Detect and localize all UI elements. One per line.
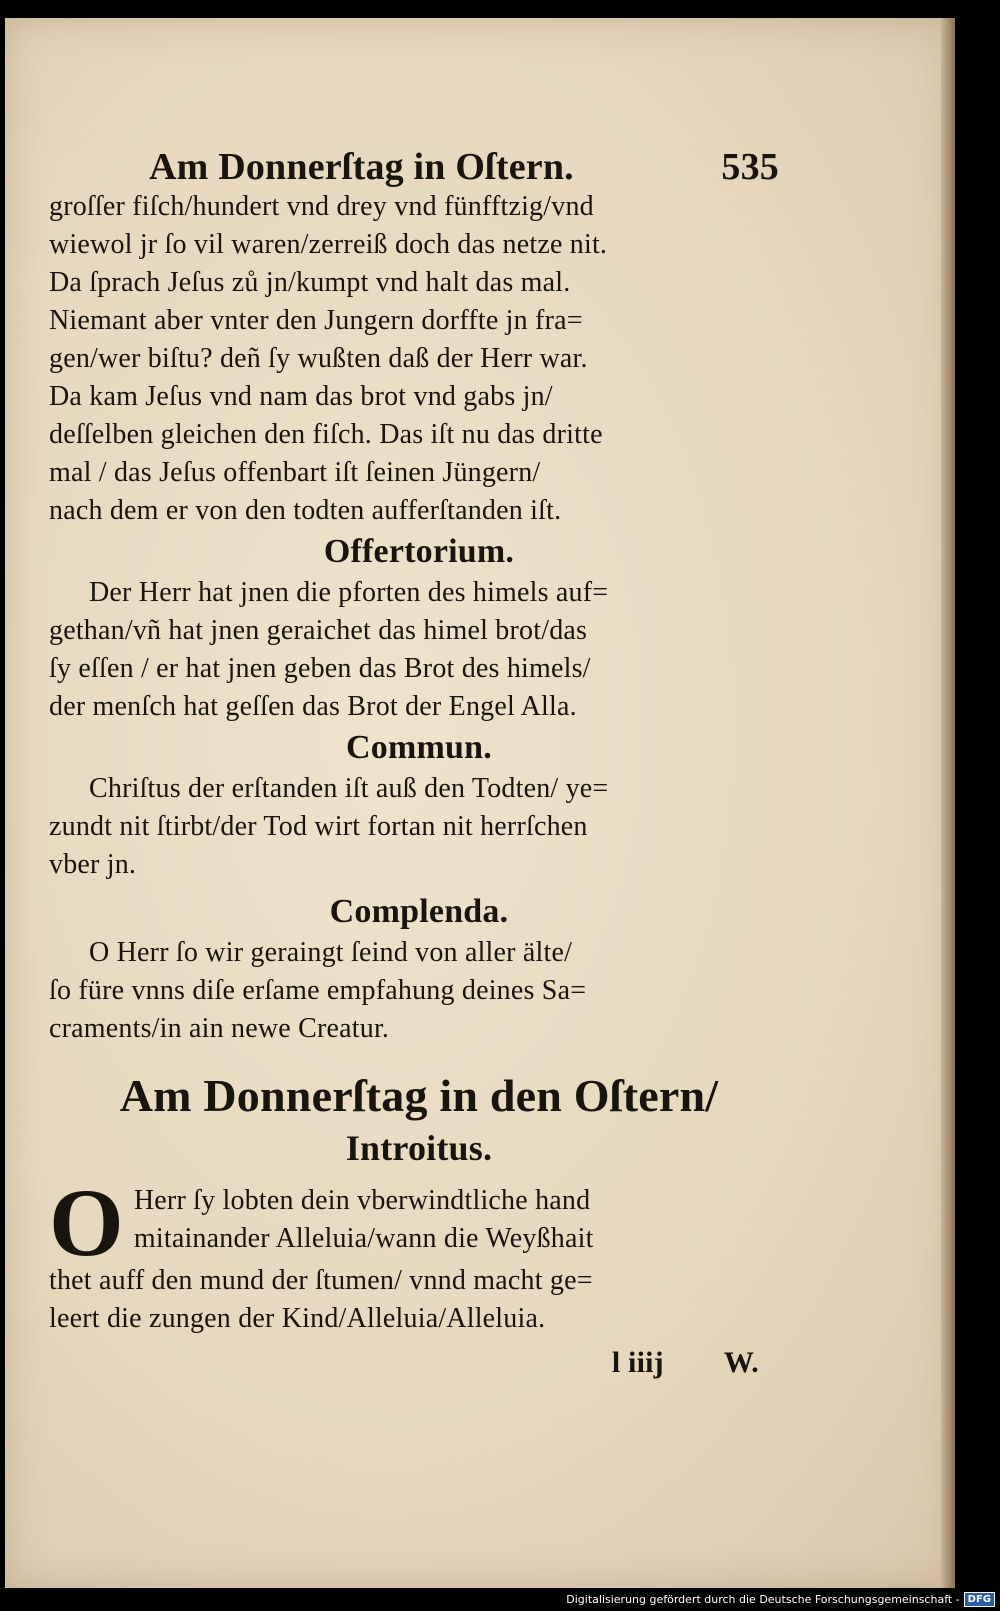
text-line: mitainander Alleluia/wann die Weyßhait bbox=[133, 1223, 594, 1254]
text-line: der menſch hat geſſen das Brot der Engel Alla. bbox=[49, 691, 577, 722]
text-line: Da kam Jeſus vnd nam das brot vnd gabs jn/ bbox=[49, 381, 553, 412]
text-line: ſy eſſen / er hat jnen geben das Brot des himels/ bbox=[49, 653, 591, 684]
digitization-footer bbox=[566, 1592, 995, 1607]
text-line: thet auff den mund der ſtumen/ vnnd macht ge= bbox=[49, 1265, 593, 1296]
introitus-text bbox=[49, 1169, 789, 1338]
text-line: craments/in ain newe Creatur. bbox=[49, 1013, 390, 1044]
text-line: gethan/vñ hat jnen geraichet das himel brot/das bbox=[49, 615, 588, 646]
text-line: mal / das Jeſus offenbart iſt ſeinen Jüngern/ bbox=[49, 457, 541, 488]
text-line: vber jn. bbox=[49, 849, 137, 880]
text-line: groſſer fiſch/hundert vnd drey vnd fünfftzig/vnd bbox=[49, 191, 594, 222]
catchword: W. bbox=[723, 1346, 759, 1379]
running-head bbox=[149, 148, 779, 186]
text-line: Herr ſy lobten dein vberwindtliche hand bbox=[133, 1185, 591, 1216]
folio-number: 535 bbox=[721, 146, 779, 188]
text-block bbox=[49, 148, 789, 1382]
offertorium-text bbox=[49, 574, 789, 726]
section-title: Am Donnerſtag in den Oſtern/ bbox=[119, 1070, 719, 1121]
book-page bbox=[5, 18, 955, 1588]
text-line: wiewol jr ſo vil waren/zerreiß doch das netze nit. bbox=[49, 229, 608, 260]
text-line: leert die zungen der Kind/Alleluia/Alleluia. bbox=[49, 1303, 546, 1334]
signature-line bbox=[49, 1344, 789, 1382]
text-line: nach dem er von den todten aufferſtanden iſt. bbox=[49, 495, 562, 526]
text-line: Chriſtus der erſtanden iſt auß den Todten/ ye= bbox=[89, 773, 609, 804]
text-line: gen/wer biſtu? deñ ſy wußten daß der Herr war. bbox=[49, 343, 588, 374]
text-line: Der Herr hat jnen die pforten des himels auf= bbox=[89, 577, 609, 608]
text-line: O Herr ſo wir geraingt ſeind von aller älte/ bbox=[89, 937, 573, 968]
dfg-logo: DFG bbox=[964, 1592, 995, 1607]
gospel-text bbox=[49, 188, 789, 530]
drop-capital: O bbox=[49, 1169, 124, 1276]
complenda-text bbox=[49, 934, 789, 1048]
commun-text bbox=[49, 770, 789, 884]
text-line: Niemant aber vnter den Jungern dorffte jn fra= bbox=[49, 305, 583, 336]
text-line: ſo füre vnns diſe erſame empfahung deines Sa= bbox=[49, 975, 587, 1006]
commun-heading: Commun. bbox=[346, 729, 492, 766]
text-line: deſſelben gleichen den fiſch. Das iſt nu das dritte bbox=[49, 419, 603, 450]
offertorium-heading: Offertorium. bbox=[323, 533, 515, 570]
text-line: Da ſprach Jeſus zů jn/kumpt vnd halt das mal. bbox=[49, 267, 571, 298]
introitus-heading: Introitus. bbox=[345, 1128, 493, 1168]
signature-mark: l iiij bbox=[611, 1346, 664, 1379]
footer-credit: Digitalisierung gefördert durch die Deutsche Forschungsgemeinschaft - bbox=[566, 1593, 960, 1606]
page-edge bbox=[941, 18, 955, 1588]
complenda-heading: Complenda. bbox=[329, 893, 509, 930]
text-line: zundt nit ſtirbt/der Tod wirt fortan nit herrſchen bbox=[49, 811, 588, 842]
running-head-title: Am Donnerſtag in Oſtern. bbox=[149, 146, 574, 188]
